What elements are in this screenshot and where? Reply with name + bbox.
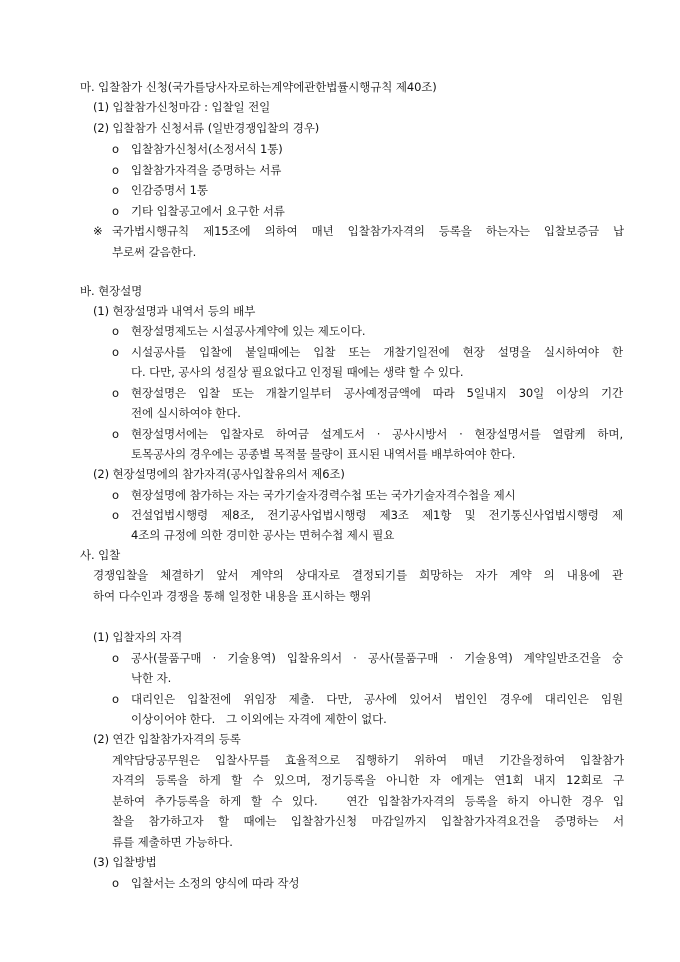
bullet-icon: ο <box>112 876 119 890</box>
paragraph-line: 찰을 참가하고자 할 때에는 입찰참가신청 마감일까지 입찰참가자격요건을 증명하는 서 <box>112 814 624 828</box>
section-heading-ba: 바. 현장설명 <box>80 284 143 298</box>
bullet-icon: ο <box>112 488 119 502</box>
bullet-text: 대리인은 입찰전에 위임장 제출. 다만, 공사에 있어서 법인인 경우에 대리인은 임원 <box>131 692 623 706</box>
doc-item: 인감증명서 1통 <box>131 183 208 197</box>
section-heading-ma: 마. 입찰참가 신청(국가를당사자로하는계약에관한법률시행규칙 제40조) <box>80 80 437 94</box>
bullet-icon: ο <box>112 508 119 522</box>
doc-item: 기타 입찰공고에서 요구한 서류 <box>131 204 285 218</box>
section-heading-sa: 사. 입찰 <box>80 548 121 562</box>
bullet-icon: ο <box>112 324 119 338</box>
item-bidder-qualification: (1) 입찰자의 자격 <box>93 630 183 644</box>
bullet-text: 현장설명에 참가하는 자는 국가기술자경력수첩 또는 국가기술자격수첩을 제시 <box>131 488 516 502</box>
bullet-text-cont: 전에 실시하여야 한다. <box>131 406 241 420</box>
bullet-icon: ο <box>112 163 119 177</box>
doc-item: 입찰참가자격을 증명하는 서류 <box>131 163 282 177</box>
bullet-text-cont: 토목공사의 경우에는 공종별 목적물 물량이 표시된 내역서를 배부하여야 한다. <box>131 447 516 461</box>
bullet-text: 공사(물품구매 · 기술용역) 입찰유의서 · 공사(물품구매 · 기술용역) 계약일반조건을 숭 <box>131 651 623 665</box>
item-documents: (2) 입찰참가 신청서류 (일반경쟁입찰의 경우) <box>93 121 320 135</box>
paragraph-line: 계약담당공무원은 입찰사무를 효율적으로 집행하기 위하여 매년 기간을정하여 입찰참가 <box>112 753 624 767</box>
bullet-icon: ο <box>112 142 119 156</box>
bullet-text: 건설업법시행령 제8조, 전기공사업법시행령 제3조 제1항 및 전기통신사업법시행령 제 <box>131 508 623 522</box>
bullet-text: 입찰서는 소정의 양식에 따라 작성 <box>131 876 300 890</box>
paragraph-line: 분하여 추가등록을 하게 할 수 있다. 연간 입찰참가자격의 등록을 하지 아니한 경우 입 <box>112 794 624 808</box>
bullet-icon: ο <box>112 692 119 706</box>
item-annual-registration: (2) 연간 입찰참가자격의 등록 <box>93 732 241 746</box>
item-deadline: (1) 입찰참가신청마감 : 입찰일 전일 <box>93 100 271 114</box>
bullet-text: 현장설명은 입찰 또는 개찰기일부터 공사예정금액에 따라 5일내지 30일 이상의 기간 <box>131 386 623 400</box>
bullet-text-cont: 4조의 규정에 의한 경미한 공사는 면허수첩 제시 필요 <box>131 528 395 542</box>
bullet-text-cont: 낙한 자. <box>131 671 172 685</box>
definition-line: 경쟁입찰을 체결하기 앞서 계약의 상대자로 결정되기를 희망하는 자가 계약 의 내용에 관 <box>93 568 623 582</box>
bullet-text: 현장설명서에는 입찰자로 하여금 설계도서 · 공사시방서 · 현장설명서를 열람케 하며, <box>131 427 623 441</box>
bullet-text: 시설공사를 입찰에 붙일때에는 입찰 또는 개찰기일전에 현장 설명을 실시하여야 한 <box>131 345 623 359</box>
bullet-icon: ο <box>112 386 119 400</box>
paragraph-line: 자격의 등록을 하게 할 수 있으며, 정기등록을 아니한 자 에게는 연1회 내지 12회로 구 <box>112 773 624 787</box>
bullet-text-cont: 이상이어야 한다. 그 이외에는 자격에 제한이 없다. <box>131 712 387 726</box>
doc-item: 입찰참가신청서(소정서식 1통) <box>131 142 283 156</box>
item-bid-method: (3) 입찰방법 <box>93 855 157 869</box>
bullet-icon: ο <box>112 183 119 197</box>
item-site-briefing: (1) 현장설명과 내역서 등의 배부 <box>93 304 256 318</box>
note-mark-icon: ※ <box>93 224 103 238</box>
bullet-icon: ο <box>112 427 119 441</box>
note-text-line: 국가법시행규칙 제15조에 의하여 매년 입찰참가자격의 등록을 하는자는 입찰보증금 납 <box>112 224 624 238</box>
bullet-icon: ο <box>112 204 119 218</box>
bullet-icon: ο <box>112 651 119 665</box>
bullet-text: 현장설명제도는 시설공사계약에 있는 제도이다. <box>131 324 366 338</box>
definition-line: 하여 다수인과 경쟁을 통해 일정한 내용을 표시하는 행위 <box>93 589 372 603</box>
paragraph-line: 류를 제출하면 가능하다. <box>112 835 233 849</box>
note-text-line: 부로써 갈음한다. <box>112 245 197 259</box>
bullet-icon: ο <box>112 345 119 359</box>
bullet-text-cont: 다. 다만, 공사의 성질상 필요없다고 인정될 때에는 생략 할 수 있다. <box>131 365 464 379</box>
item-qualification: (2) 현장설명에의 참가자격(공사입찰유의서 제6조) <box>93 467 345 481</box>
